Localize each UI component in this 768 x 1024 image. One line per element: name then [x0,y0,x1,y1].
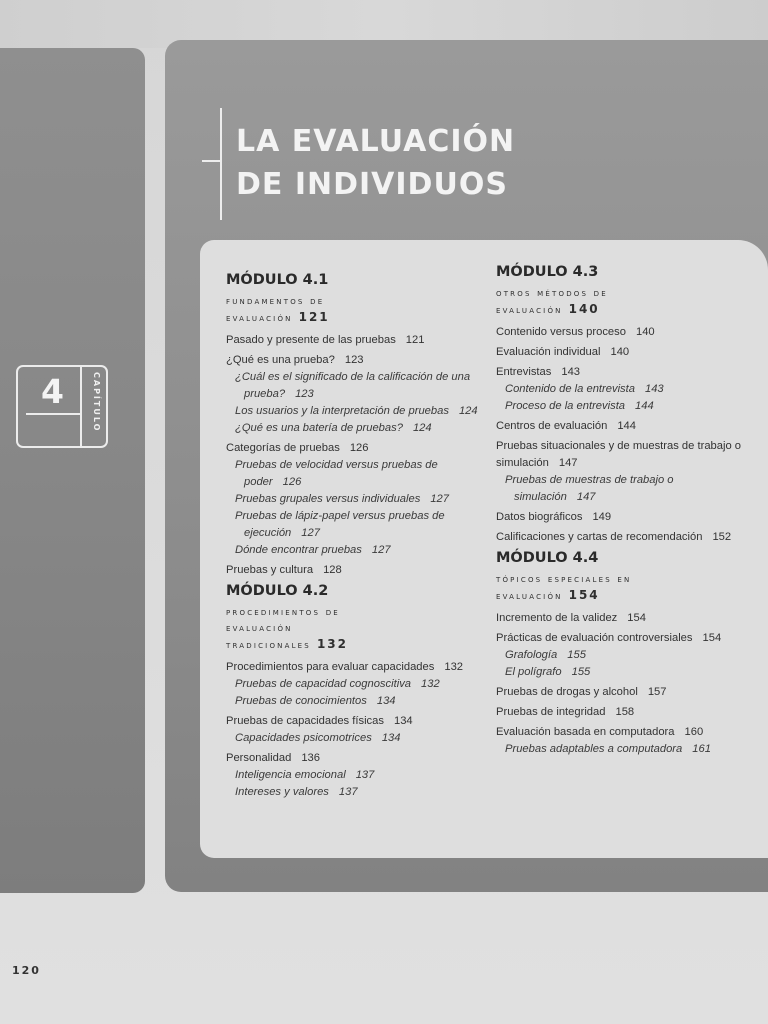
left-side-panel [0,48,145,893]
toc-entry-page: 143 [644,383,664,395]
module-title: MÓDULO 4.2 [226,583,329,599]
toc-entry-text: Calificaciones y cartas de recomendación [496,531,703,543]
toc-entry-page: 147 [558,457,578,469]
chapter-badge [16,365,108,448]
toc-entry-text: Pruebas de integridad [496,706,606,718]
toc-entry-page: 126 [349,442,369,454]
toc-entry-text: Categorías de pruebas [226,442,340,454]
module-title: MÓDULO 4.1 [226,272,329,288]
toc-subentry [226,767,484,784]
toc-entry-page: 132 [444,661,464,673]
toc-subentry [226,784,484,801]
page-number: 120 [12,964,41,977]
toc-entry [496,610,758,627]
toc-entry-page: 126 [282,476,302,488]
toc-entry-text: Pruebas de velocidad versus pruebas de poder [235,459,438,488]
toc-entry-text: Pruebas de conocimientos [235,695,367,707]
toc-subentry [226,676,484,693]
module-subtitle [496,285,758,318]
toc-entry [496,438,758,472]
toc-entry [496,324,758,341]
toc-entry-text: Prácticas de evaluación controversiales [496,632,693,644]
badge-divider-horizontal [26,413,80,415]
toc-entry-page: 144 [635,400,654,412]
toc-subentry [226,542,484,559]
toc-entry-page: 134 [381,732,401,744]
toc-entry-page: 143 [561,366,581,378]
toc-entry-text: Evaluación basada en computadora [496,726,675,738]
toc-entry-page: 123 [344,354,364,366]
module-subtitle-line: evaluación [496,304,563,316]
toc-entry-page: 158 [615,706,635,718]
toc-entry [226,562,484,579]
toc-entry-text: Inteligencia emocional [235,769,346,781]
toc-entry-text: Capacidades psicomotrices [235,732,372,744]
toc-entry-page: 157 [647,686,667,698]
badge-divider-vertical [80,367,82,446]
toc-entry-page: 140 [635,326,655,338]
toc-entry-page: 137 [338,786,358,798]
toc-entry-text: Pruebas de capacidades físicas [226,715,384,727]
chapter-title-line-2: DE INDIVIDUOS [236,167,508,202]
module-title: MÓDULO 4.3 [496,264,599,280]
toc-entry-text: Pasado y presente de las pruebas [226,334,396,346]
toc-entry-text: Datos biográficos [496,511,583,523]
toc-entry-text: Intereses y valores [235,786,329,798]
chapter-number: 4 [41,372,64,411]
module-subtitle-line: fundamentos de [226,295,325,307]
toc-entry [496,684,758,701]
toc-column-right [496,264,758,758]
toc-entry-text: Procedimientos para evaluar capacidades [226,661,435,673]
chapter-title [236,120,515,206]
toc-entry-text: Pruebas y cultura [226,564,314,576]
toc-entry-page: 147 [576,491,596,503]
toc-entry [496,418,758,435]
toc-entry-page: 140 [610,346,630,358]
toc-entry-page: 149 [592,511,612,523]
toc-entry-text: Pruebas de muestras de trabajo o simulación [505,474,674,503]
toc-subentry [496,398,758,415]
toc-subentry [496,472,758,506]
chapter-label: CAPÍTULO [92,372,101,433]
toc-subentry [226,491,484,508]
toc-entry-page: 127 [301,527,320,539]
module-page-number: 132 [316,637,349,651]
toc-subentry [226,420,484,437]
toc-entry [496,724,758,741]
toc-entry-text: Pruebas de lápiz-papel versus pruebas de ejecución [235,510,445,539]
toc-entry-text: ¿Qué es una batería de pruebas? [235,422,403,434]
toc-entry [496,509,758,526]
toc-subentry [496,381,758,398]
toc-subentry [226,730,484,747]
toc-entry [226,659,484,676]
toc-entry-page: 124 [458,405,478,417]
toc-entry [496,704,758,721]
toc-subentry [226,369,484,403]
toc-entry-page: 128 [323,564,342,576]
chapter-title-line-1: LA EVALUACIÓN [236,124,516,159]
module-subtitle-line: tradicionales [226,639,311,651]
module-subtitle [496,571,758,604]
module-subtitle-line: procedimientos de [226,606,340,618]
title-rule-horizontal [202,160,222,162]
toc-entry-text: Contenido de la entrevista [505,383,635,395]
toc-entry-text: Grafología [505,649,558,661]
toc-entry [496,344,758,361]
toc-subentry [226,457,484,491]
toc-entry-text: Pruebas adaptables a computadora [505,743,683,755]
toc-entry-text: Evaluación individual [496,346,601,358]
toc-entry-page: 124 [412,422,432,434]
toc-entry-text: Proceso de la entrevista [505,400,626,412]
toc-entry-page: 127 [371,544,391,556]
toc-entry-text: ¿Cuál es el significado de la calificación de una prueba? [235,371,471,400]
toc-entry-text: Centros de evaluación [496,420,608,432]
module-page-number: 140 [568,302,600,316]
toc-entry-page: 134 [393,715,413,727]
toc-entry-page: 136 [301,752,320,764]
toc-entry [226,713,484,730]
toc-subentry [226,508,484,542]
toc-entry [226,352,484,369]
module-subtitle [226,604,484,653]
module-subtitle-line: evaluación [496,590,563,602]
toc-entry-text: Pruebas situacionales y de muestras de trabajo o simulación [496,440,742,469]
toc-entry [496,364,758,381]
toc-entry-text: Entrevistas [496,366,552,378]
toc-entry-page: 137 [355,769,375,781]
toc-entry-text: Incremento de la validez [496,612,618,624]
toc-entry-page: 144 [617,420,636,432]
toc-entry-text: El polígrafo [505,666,562,678]
toc-entry-page: 161 [692,743,711,755]
toc-subentry [496,664,758,681]
module-subtitle-line: tópicos especiales en [496,573,632,585]
toc-subentry [226,693,484,710]
toc-entry-page: 132 [421,678,440,690]
module-subtitle-line: evaluación [226,312,293,324]
toc-subentry [226,403,484,420]
module-title: MÓDULO 4.4 [496,550,599,566]
toc-entry-page: 123 [295,388,314,400]
module-page-number: 154 [568,588,600,602]
toc-entry [496,630,758,647]
toc-entry-page: 127 [430,493,449,505]
toc-entry [496,529,758,546]
module-page-number: 121 [298,310,330,324]
toc-entry-text: Pruebas de drogas y alcohol [496,686,638,698]
toc-subentry [496,741,758,758]
module-subtitle [226,293,484,326]
toc-entry-page: 152 [712,531,732,543]
toc-entry-text: Personalidad [226,752,292,764]
toc-entry-page: 154 [702,632,722,644]
toc-entry-text: Pruebas de capacidad cognoscitiva [235,678,412,690]
toc-entry-page: 121 [405,334,425,346]
module-subtitle-line: evaluación [226,622,293,634]
toc-subentry [496,647,758,664]
toc-entry-page: 155 [567,649,586,661]
toc-entry-page: 160 [684,726,704,738]
toc-entry [226,750,484,767]
toc-entry-page: 154 [627,612,646,624]
toc-entry-text: Los usuarios y la interpretación de pruebas [235,405,449,417]
toc-entry-page: 134 [376,695,396,707]
title-rule-vertical [220,108,222,220]
toc-entry [226,332,484,349]
toc-entry-text: Pruebas grupales versus individuales [235,493,421,505]
toc-column-left [226,272,484,801]
toc-entry [226,440,484,457]
toc-entry-text: Dónde encontrar pruebas [235,544,362,556]
toc-entry-page: 155 [571,666,591,678]
toc-entry-text: Contenido versus proceso [496,326,626,338]
module-subtitle-line: otros métodos de [496,287,608,299]
toc-entry-text: ¿Qué es una prueba? [226,354,335,366]
